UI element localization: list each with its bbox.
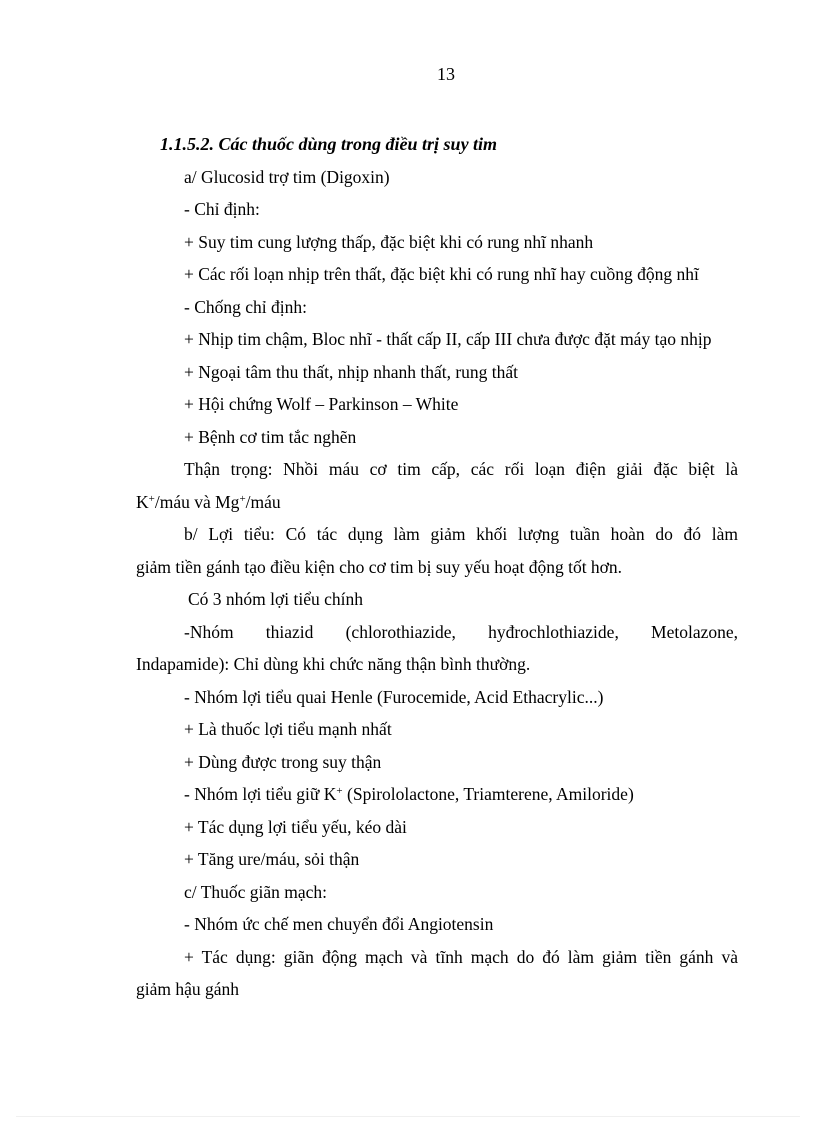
text-line: - Nhóm ức chế men chuyển đổi Angiotensin (184, 914, 494, 934)
text-fragment: - Nhóm lợi tiểu giữ K (184, 784, 337, 804)
section-heading: 1.1.5.2. Các thuốc dùng trong điều trị suy tim (160, 134, 498, 154)
text-fragment: /máu (245, 491, 281, 512)
page-number: 13 (437, 64, 455, 84)
text-line: b/ Lợi tiểu: Có tác dụng làm giảm khối lượng tuần hoàn do đó làm (184, 524, 738, 544)
text-line: + Tăng ure/máu, sỏi thận (184, 849, 360, 869)
text-line: - Nhóm lợi tiểu quai Henle (Furocemide, Acid Ethacrylic...) (184, 686, 604, 707)
text-fragment: (Spirololactone, Triamterene, Amiloride) (342, 784, 634, 804)
text-line: - Chống chỉ định: (184, 296, 307, 317)
page-bottom-divider (16, 1116, 800, 1117)
text-line: + Dùng được trong suy thận (184, 751, 382, 772)
text-line: a/ Glucosid trợ tim (Digoxin) (184, 166, 390, 187)
text-line: c/ Thuốc giãn mạch: (184, 881, 328, 902)
text-fragment: /máu và Mg (154, 491, 240, 512)
text-line: + Là thuốc lợi tiểu mạnh nhất (184, 719, 392, 739)
text-line: giảm tiền gánh tạo điều kiện cho cơ tim bị suy yếu hoạt động tốt hơn. (136, 556, 623, 577)
text-line (136, 486, 738, 519)
text-line (136, 778, 738, 811)
text-fragment: K (136, 491, 149, 512)
text-line: + Hội chứng Wolf – Parkinson – White (184, 394, 459, 414)
text-line: + Ngoại tâm thu thất, nhịp nhanh thất, rung thất (184, 361, 519, 382)
superscript: + (239, 492, 246, 505)
text-line: + Các rối loạn nhịp trên thất, đặc biệt khi có rung nhĩ hay cuồng động nhĩ (184, 264, 699, 284)
text-line: + Tác dụng: giãn động mạch và tĩnh mạch do đó làm giảm tiền gánh và (184, 946, 738, 967)
body-text (136, 128, 738, 1006)
text-line: + Suy tim cung lượng thấp, đặc biệt khi có rung nhĩ nhanh (184, 231, 594, 252)
text-line: Indapamide): Chỉ dùng khi chức năng thận bình thường. (136, 654, 531, 674)
superscript: + (148, 492, 155, 505)
text-line: -Nhóm thiazid (chlorothiazide, hyđrochlothiazide, Metolazone, (184, 621, 738, 642)
text-line: giảm hậu gánh (136, 979, 240, 999)
superscript: + (336, 785, 343, 797)
text-line: + Tác dụng lợi tiểu yếu, kéo dài (184, 816, 407, 837)
text-line: Có 3 nhóm lợi tiểu chính (188, 589, 364, 609)
text-line: + Nhịp tim chậm, Bloc nhĩ - thất cấp II, cấp III chưa được đặt máy tạo nhịp (184, 329, 712, 349)
text-line: + Bệnh cơ tim tắc nghẽn (184, 426, 357, 447)
text-line: - Chỉ định: (184, 199, 260, 219)
text-line: Thận trọng: Nhồi máu cơ tim cấp, các rối loạn điện giải đặc biệt là (184, 459, 738, 479)
